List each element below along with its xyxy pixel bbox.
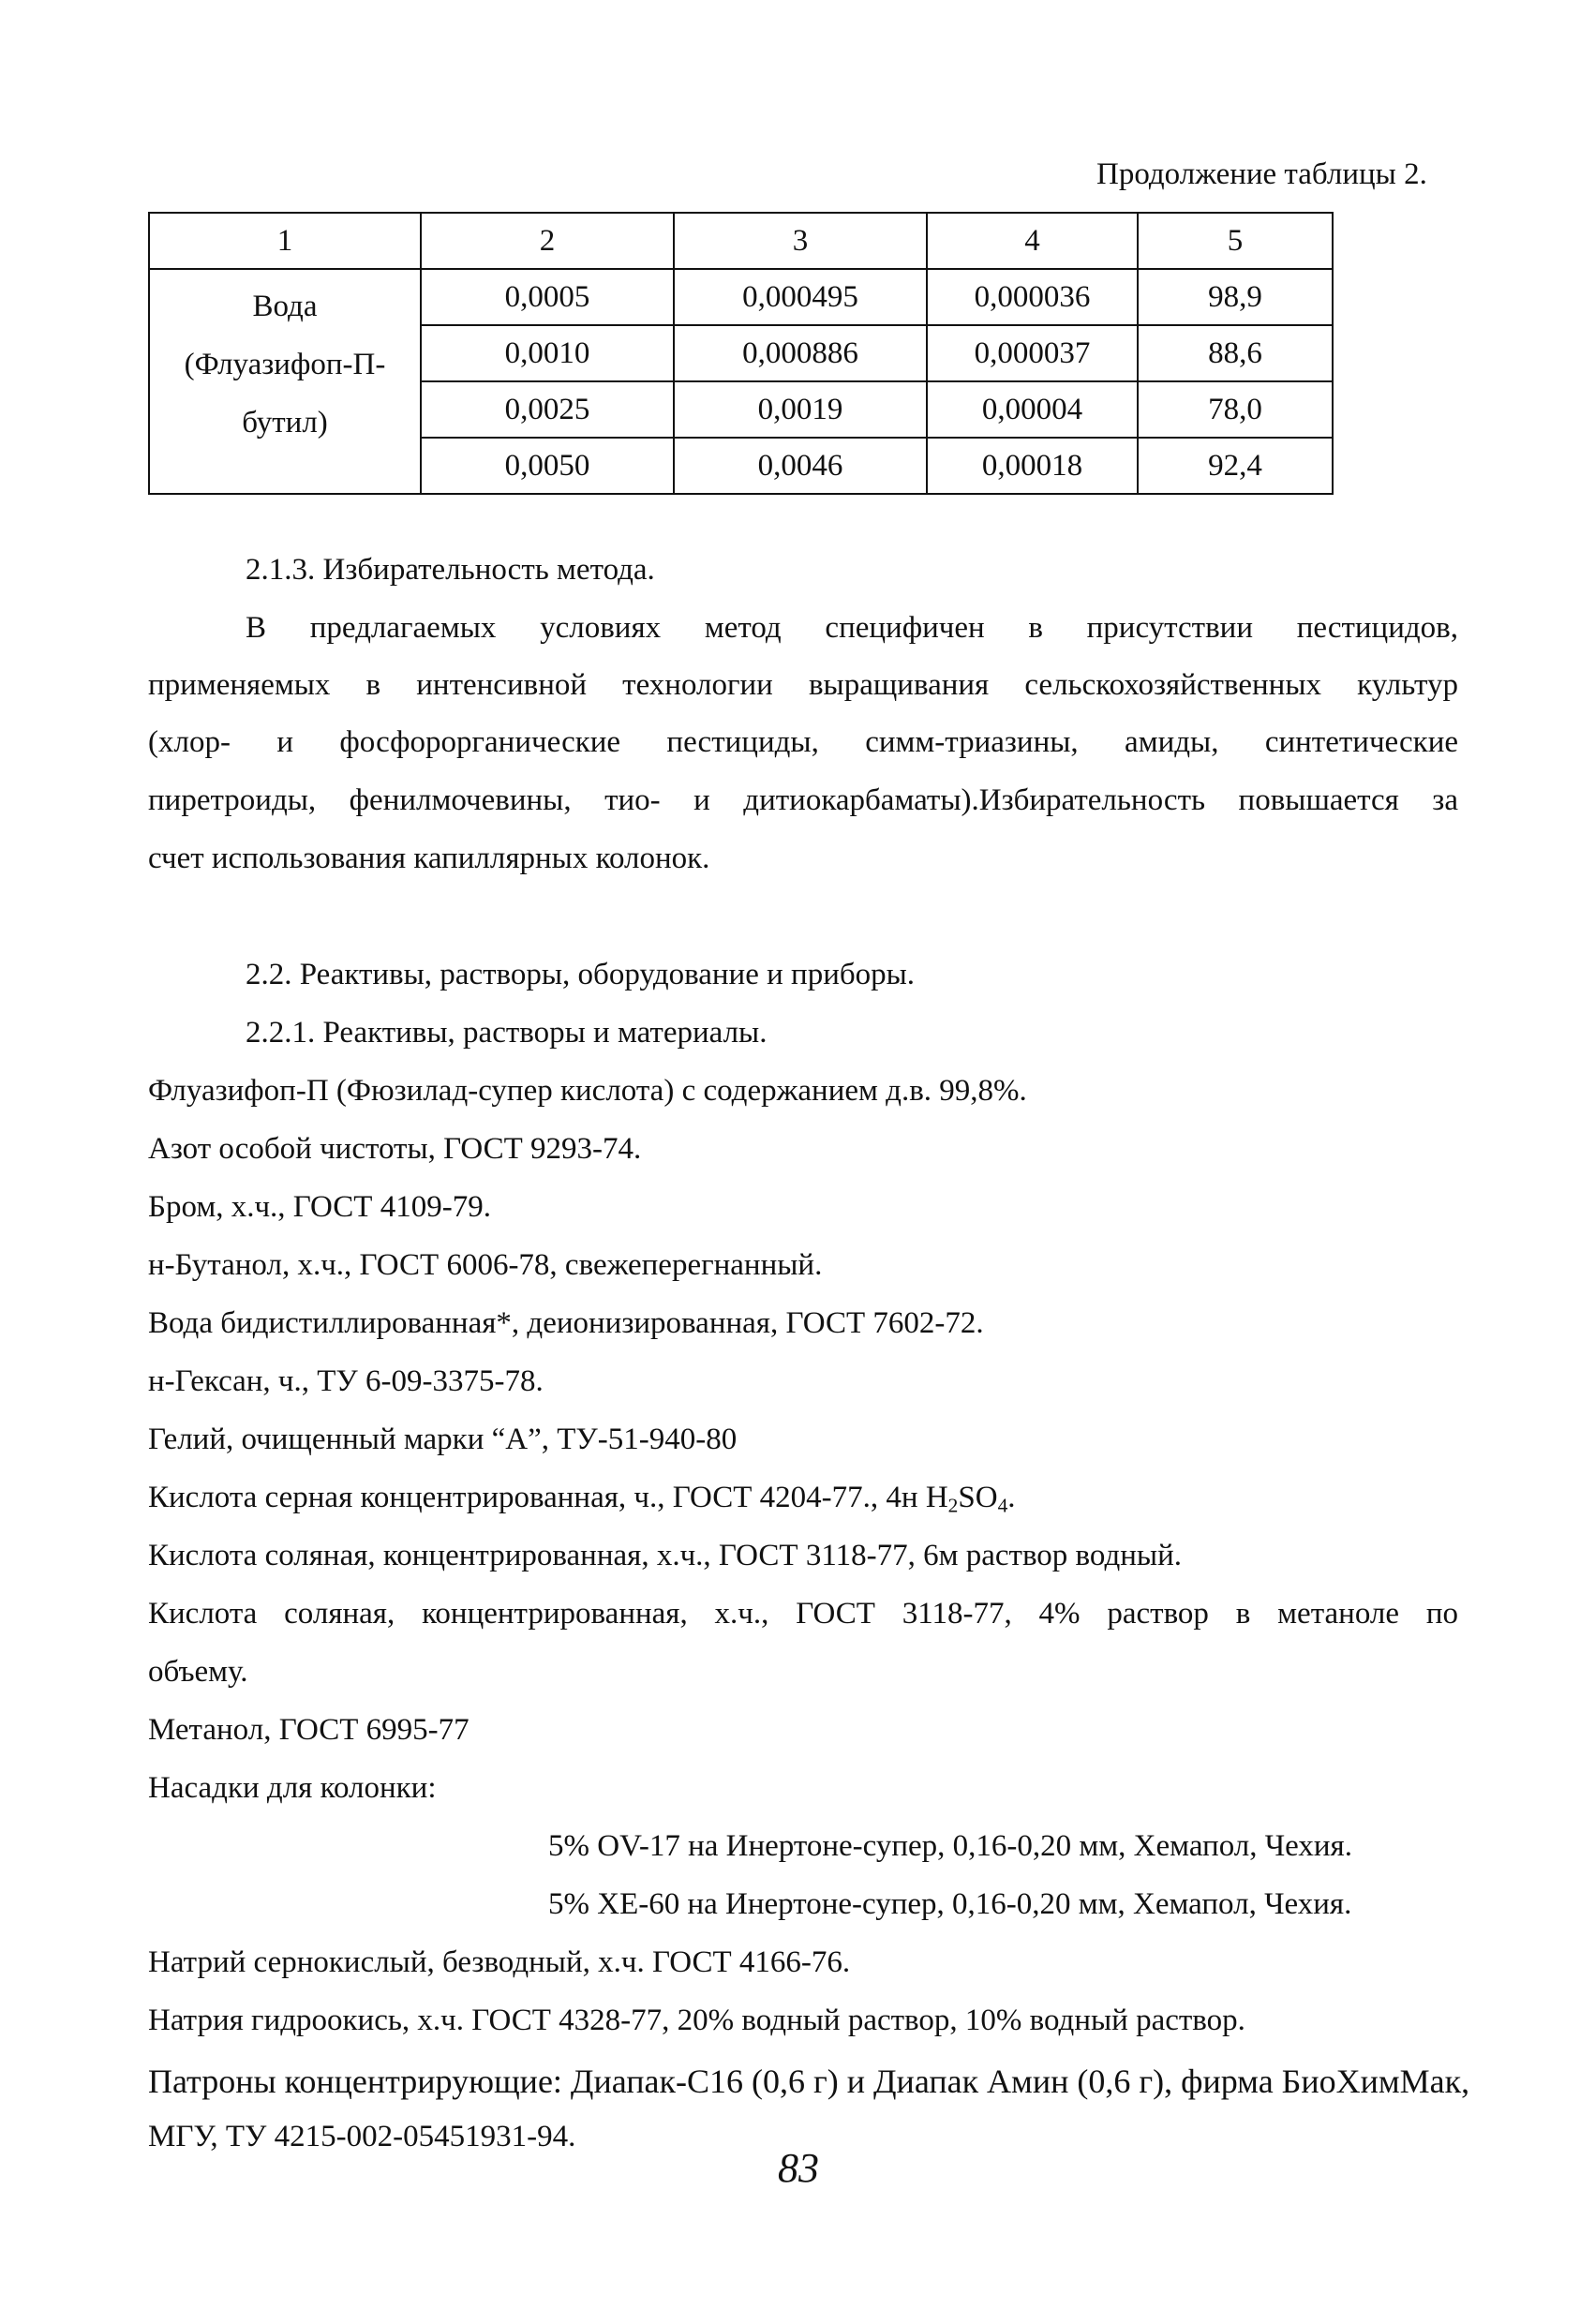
header-cell: 5 [1138, 213, 1333, 269]
reagent-item-sulfuric-acid [148, 1481, 1460, 1517]
reagent-item-continuation: объему. [148, 1655, 248, 1689]
table-cell: 0,000495 [674, 269, 927, 325]
table-cell: 0,000886 [674, 325, 927, 381]
reagent-item: Вода бидистиллированная*, деионизированная, ГОСТ 7602-72. [148, 1306, 984, 1340]
reagent-item: Флуазифоп-П (Фюзилад-супер кислота) с содержанием д.в. 99,8%. [148, 1074, 1027, 1108]
packing-item: 5% XE-60 на Инертоне-супер, 0,16-0,20 мм, Хемапол, Чехия. [548, 1887, 1352, 1921]
table-cell: 88,6 [1138, 325, 1333, 381]
reagent-item: Гелий, очищенный марки “А”, ТУ-51-940-80 [148, 1423, 738, 1456]
reagent-item: н-Бутанол, х.ч., ГОСТ 6006-78, свежеперегнанный. [148, 1248, 823, 1282]
packing-item: 5% OV-17 на Инертоне-супер, 0,16-0,20 мм, Хемапол, Чехия. [548, 1829, 1352, 1863]
sulfuric-text: Кислота серная концентрированная, ч., ГОСТ 4204-77., 4н H [148, 1481, 948, 1514]
table-cell: 0,000037 [927, 325, 1138, 381]
paragraph-line: применяемых в интенсивной технологии выращивания сельскохозяйственных культур [148, 668, 1458, 702]
reagent-item-continuation: МГУ, ТУ 4215-002-05451931-94. [148, 2120, 576, 2153]
reagent-item: Натрий сернокислый, безводный, х.ч. ГОСТ 4166-76. [148, 1945, 851, 1979]
paragraph-line: (хлор- и фосфорорганические пестициды, симм-триазины, амиды, синтетические [148, 725, 1458, 759]
table-cell: 0,00004 [927, 381, 1138, 438]
subscript-2: 2 [947, 1494, 959, 1517]
table-cell: 0,000036 [927, 269, 1138, 325]
header-cell: 3 [674, 213, 927, 269]
substance-line: (Флуазифоп-П- [184, 348, 386, 381]
paragraph-line: пиретроиды, фенилмочевины, тио- и дитиокарбаматы).Избирательность повышается за [148, 783, 1458, 817]
results-table [148, 212, 1334, 495]
reagent-item: Метанол, ГОСТ 6995-77 [148, 1713, 470, 1747]
table-cell: 92,4 [1138, 438, 1333, 494]
page-number: 83 [778, 2145, 819, 2191]
table-cell: 0,0010 [421, 325, 674, 381]
table-cell: 0,0005 [421, 269, 674, 325]
packing-title: Насадки для колонки: [148, 1771, 437, 1805]
table-cell: 0,0050 [421, 438, 674, 494]
section-heading-2-1-3: 2.1.3. Избирательность метода. [246, 553, 655, 587]
reagent-item: Патроны концентрирующие: Диапак-С16 (0,6 г) и Диапак Амин (0,6 г), фирма БиоХимМак, [148, 2063, 1470, 2100]
reagent-item: Азот особой чистоты, ГОСТ 9293-74. [148, 1132, 642, 1166]
substance-cell [149, 269, 421, 494]
header-cell: 2 [421, 213, 674, 269]
reagent-item: Кислота соляная, концентрированная, х.ч., ГОСТ 3118-77, 4% раствор в метаноле по [148, 1597, 1458, 1631]
table-cell: 0,00018 [927, 438, 1138, 494]
reagent-item: н-Гексан, ч., ТУ 6-09-3375-78. [148, 1364, 544, 1398]
subscript-4: 4 [997, 1494, 1008, 1517]
table-header-row [149, 213, 1333, 269]
table-cell: 0,0046 [674, 438, 927, 494]
sulfuric-formula: SO [958, 1481, 998, 1514]
section-heading-2-2-1: 2.2.1. Реактивы, растворы и материалы. [246, 1016, 768, 1050]
table-row [149, 269, 1333, 325]
table-cell: 78,0 [1138, 381, 1333, 438]
table-cell: 0,0025 [421, 381, 674, 438]
table-cell: 0,0019 [674, 381, 927, 438]
header-cell: 4 [927, 213, 1138, 269]
header-cell: 1 [149, 213, 421, 269]
table-cell: 98,9 [1138, 269, 1333, 325]
sulfuric-end: . [1007, 1481, 1016, 1514]
paragraph-line: В предлагаемых условиях метод специфичен в присутствии пестицидов, [246, 611, 1458, 645]
continuation-label: Продолжение таблицы 2. [1096, 157, 1427, 191]
reagent-item: Бром, х.ч., ГОСТ 4109-79. [148, 1190, 491, 1224]
reagent-item: Кислота соляная, концентрированная, х.ч., ГОСТ 3118-77, 6м раствор водный. [148, 1539, 1182, 1572]
reagent-item: Натрия гидроокись, х.ч. ГОСТ 4328-77, 20% водный раствор, 10% водный раствор. [148, 2004, 1245, 2037]
substance-line: бутил) [242, 406, 328, 439]
section-heading-2-2: 2.2. Реактивы, растворы, оборудование и приборы. [246, 958, 916, 991]
paragraph-line: счет использования капиллярных колонок. [148, 842, 710, 875]
substance-line: Вода [252, 290, 318, 323]
